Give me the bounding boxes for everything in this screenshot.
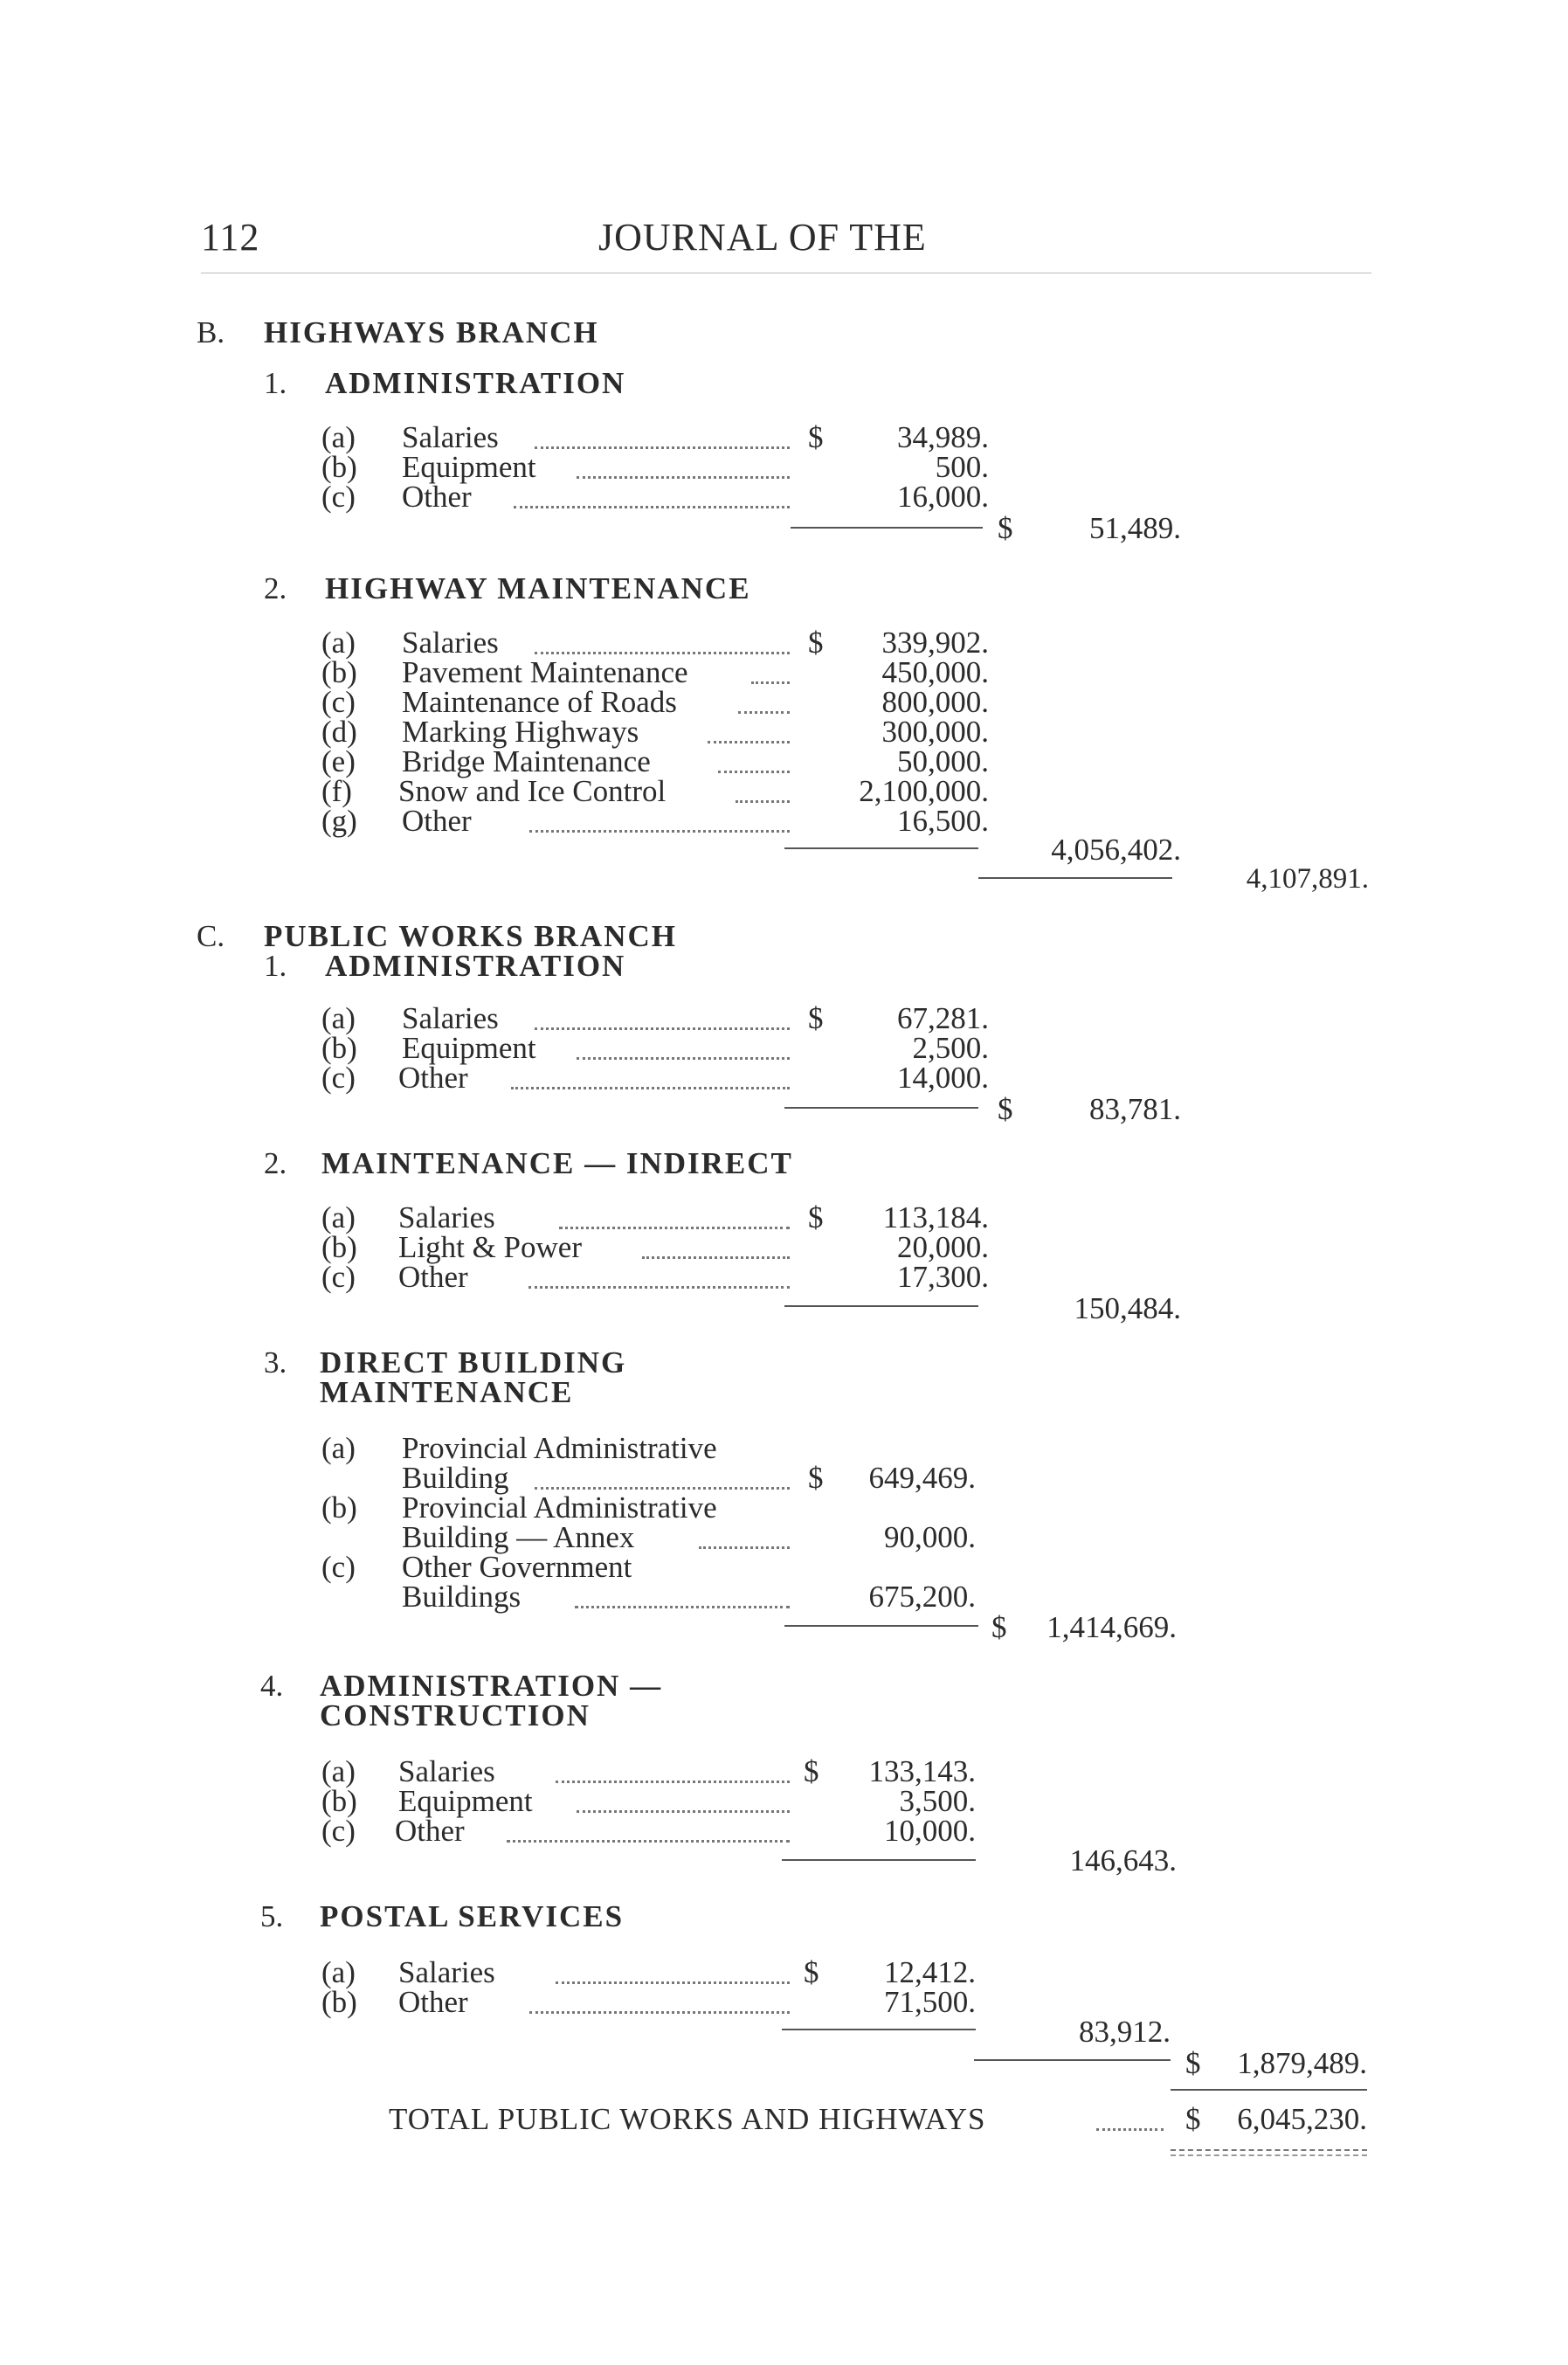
item-amount: 113,184. (882, 1200, 989, 1234)
dollar-sign: $ (804, 1754, 819, 1788)
item-amount: 649,469. (868, 1461, 976, 1495)
item-letter: (c) (321, 1550, 356, 1584)
grand-total-double-rule (1171, 2154, 1367, 2156)
dollar-sign: $ (808, 626, 824, 660)
item-letter: (c) (321, 1061, 356, 1095)
item-label: Equipment (398, 1784, 533, 1818)
item-label: Salaries (402, 1001, 499, 1035)
item-label: Provincial Administrative (402, 1431, 717, 1465)
item-amount: 675,200. (868, 1580, 976, 1614)
subsection-total: 1,414,669. (1046, 1610, 1177, 1644)
item-label: Other (395, 1814, 465, 1848)
item-label: Bridge Maintenance (402, 744, 651, 778)
leader-dots (556, 1781, 790, 1783)
item-letter: (a) (321, 1955, 356, 1989)
subsection-number: 1. (264, 949, 287, 983)
item-label: Equipment (402, 450, 536, 484)
dollar-sign: $ (808, 1461, 824, 1495)
item-label: Maintenance of Roads (402, 685, 677, 719)
item-amount: 450,000. (881, 655, 989, 689)
section-b-label: B. (197, 315, 225, 349)
subsection-number: 3. (264, 1345, 287, 1380)
grand-total-label: TOTAL PUBLIC WORKS AND HIGHWAYS (389, 2102, 986, 2136)
item-amount: 16,500. (897, 804, 989, 838)
item-label: Salaries (402, 626, 499, 660)
subtotal-rule (782, 2029, 976, 2030)
subsection-number: 4. (260, 1669, 284, 1703)
item-letter: (b) (321, 1031, 357, 1065)
subsection-number: 2. (264, 571, 287, 605)
item-amount: 300,000. (881, 715, 989, 749)
leader-dots (708, 741, 790, 743)
leader-dots (736, 800, 790, 803)
item-letter: (b) (321, 450, 357, 484)
subsection-total: 51,489. (1089, 511, 1181, 545)
subtotal-rule (784, 847, 978, 849)
subsection-number: 5. (260, 1899, 284, 1933)
leader-dots (511, 1087, 790, 1089)
item-label: Salaries (398, 1955, 495, 1989)
subsection-title: HIGHWAY MAINTENANCE (325, 571, 751, 605)
subtotal-rule (784, 1305, 978, 1307)
leader-dots (535, 1487, 790, 1490)
item-amount: 800,000. (881, 685, 989, 719)
leader-dots (559, 1227, 790, 1229)
dollar-sign: $ (804, 1955, 819, 1989)
dollar-sign: $ (808, 1200, 824, 1234)
subsection-total: 83,912. (1079, 2015, 1171, 2049)
leader-dots (528, 1286, 790, 1289)
page-number: 112 (201, 216, 260, 259)
item-label: Building — Annex (402, 1520, 635, 1554)
item-letter: (c) (321, 685, 356, 719)
leader-dots (699, 1546, 790, 1549)
dollar-sign: $ (998, 1092, 1013, 1126)
leader-dots (577, 1057, 790, 1060)
item-amount: 2,100,000. (859, 774, 989, 808)
item-letter: (c) (321, 480, 356, 514)
item-amount: 71,500. (884, 1985, 976, 2019)
item-letter: (d) (321, 715, 357, 749)
item-letter: (b) (321, 1784, 357, 1818)
branch-rule (974, 2059, 1171, 2061)
leader-dots (577, 476, 790, 479)
item-label: Pavement Maintenance (402, 655, 688, 689)
item-letter: (a) (321, 1200, 356, 1234)
item-label: Light & Power (398, 1230, 582, 1264)
leader-dots (738, 711, 790, 714)
subsection-total: 4,056,402. (1051, 833, 1181, 867)
item-amount: 17,300. (897, 1260, 989, 1294)
item-amount: 50,000. (897, 744, 989, 778)
subtotal-rule (784, 1107, 978, 1109)
item-letter: (a) (321, 1754, 356, 1788)
leader-dots (507, 1840, 790, 1843)
subtotal-rule (782, 1859, 976, 1861)
grand-total-amount: 6,045,230. (1237, 2102, 1367, 2136)
item-amount: 3,500. (899, 1784, 976, 1818)
subtotal-rule (791, 527, 983, 529)
item-label: Salaries (402, 420, 499, 454)
dollar-sign: $ (991, 1610, 1007, 1644)
subsection-total: 146,643. (1069, 1843, 1177, 1877)
subsection-total: 150,484. (1074, 1291, 1181, 1325)
section-b-title: HIGHWAYS BRANCH (264, 315, 599, 349)
grand-total-double-rule (1171, 2149, 1367, 2151)
item-letter: (b) (321, 655, 357, 689)
item-letter: (b) (321, 1230, 357, 1264)
subsection-title: POSTAL SERVICES (320, 1899, 625, 1933)
item-letter: (f) (321, 774, 352, 808)
leader-dots (751, 681, 790, 684)
leader-dots (529, 830, 790, 833)
subsection-title: MAINTENANCE (320, 1375, 574, 1409)
subsection-title: ADMINISTRATION (325, 366, 626, 400)
item-amount: 339,902. (881, 626, 989, 660)
leader-dots (535, 1027, 790, 1030)
item-amount: 14,000. (897, 1061, 989, 1095)
leader-dots (577, 1810, 790, 1813)
running-title: JOURNAL OF THE (598, 216, 927, 259)
dollar-sign: $ (808, 1001, 824, 1035)
grand-total-rule (1171, 2089, 1367, 2091)
item-letter: (c) (321, 1814, 356, 1848)
item-letter: (a) (321, 626, 356, 660)
item-label: Other (398, 1260, 468, 1294)
leader-dots (535, 652, 790, 654)
subsection-total: 83,781. (1089, 1092, 1181, 1126)
item-label: Equipment (402, 1031, 536, 1065)
item-amount: 12,412. (884, 1955, 976, 1989)
branch-total: 1,879,489. (1237, 2046, 1367, 2080)
item-label: Other (402, 480, 472, 514)
dollar-sign: $ (1185, 2046, 1201, 2080)
item-label: Other (398, 1061, 468, 1095)
subsection-title: CONSTRUCTION (320, 1698, 591, 1732)
item-amount: 34,989. (897, 420, 989, 454)
leader-dots (642, 1256, 790, 1259)
item-label: Provincial Administrative (402, 1490, 717, 1525)
subsection-title: ADMINISTRATION (325, 949, 626, 983)
item-amount: 133,143. (868, 1754, 976, 1788)
dollar-sign: $ (998, 511, 1013, 545)
item-amount: 10,000. (884, 1814, 976, 1848)
item-amount: 16,000. (897, 480, 989, 514)
dollar-sign: $ (808, 420, 824, 454)
section-c-label: C. (197, 919, 225, 953)
item-letter: (b) (321, 1490, 357, 1525)
item-label: Building (402, 1461, 509, 1495)
item-label: Salaries (398, 1754, 495, 1788)
item-amount: 67,281. (897, 1001, 989, 1035)
item-amount: 500. (935, 450, 989, 484)
subtotal-rule (784, 1625, 978, 1627)
leader-dots (718, 771, 790, 773)
subsection-number: 1. (264, 366, 287, 400)
item-label: Marking Highways (402, 715, 639, 749)
item-amount: 20,000. (897, 1230, 989, 1264)
item-label: Other (398, 1985, 468, 2019)
item-letter: (a) (321, 420, 356, 454)
item-letter: (b) (321, 1985, 357, 2019)
item-amount: 90,000. (884, 1520, 976, 1554)
item-amount: 2,500. (912, 1031, 989, 1065)
branch-total: 4,107,891. (1246, 863, 1369, 895)
item-letter: (e) (321, 744, 356, 778)
item-letter: (c) (321, 1260, 356, 1294)
item-letter: (a) (321, 1001, 356, 1035)
leader-dots (535, 446, 790, 449)
leader-dots (1096, 2128, 1164, 2131)
item-label: Other Government (402, 1550, 632, 1584)
leader-dots (529, 2011, 790, 2014)
item-label: Salaries (398, 1200, 495, 1234)
leader-dots (514, 506, 790, 508)
item-letter: (g) (321, 804, 357, 838)
item-label: Other (402, 804, 472, 838)
leader-dots (556, 1981, 790, 1984)
section-c-title: PUBLIC WORKS BRANCH (264, 919, 677, 953)
branch-rule (978, 877, 1172, 879)
subsection-title: DIRECT BUILDING (320, 1345, 627, 1380)
leader-dots (575, 1606, 790, 1608)
subsection-title: ADMINISTRATION — (320, 1669, 663, 1703)
item-label: Snow and Ice Control (398, 774, 667, 808)
dollar-sign: $ (1185, 2102, 1201, 2136)
item-label: Buildings (402, 1580, 522, 1614)
item-letter: (a) (321, 1431, 356, 1465)
subsection-number: 2. (264, 1146, 287, 1180)
subsection-title: MAINTENANCE — INDIRECT (321, 1146, 793, 1180)
